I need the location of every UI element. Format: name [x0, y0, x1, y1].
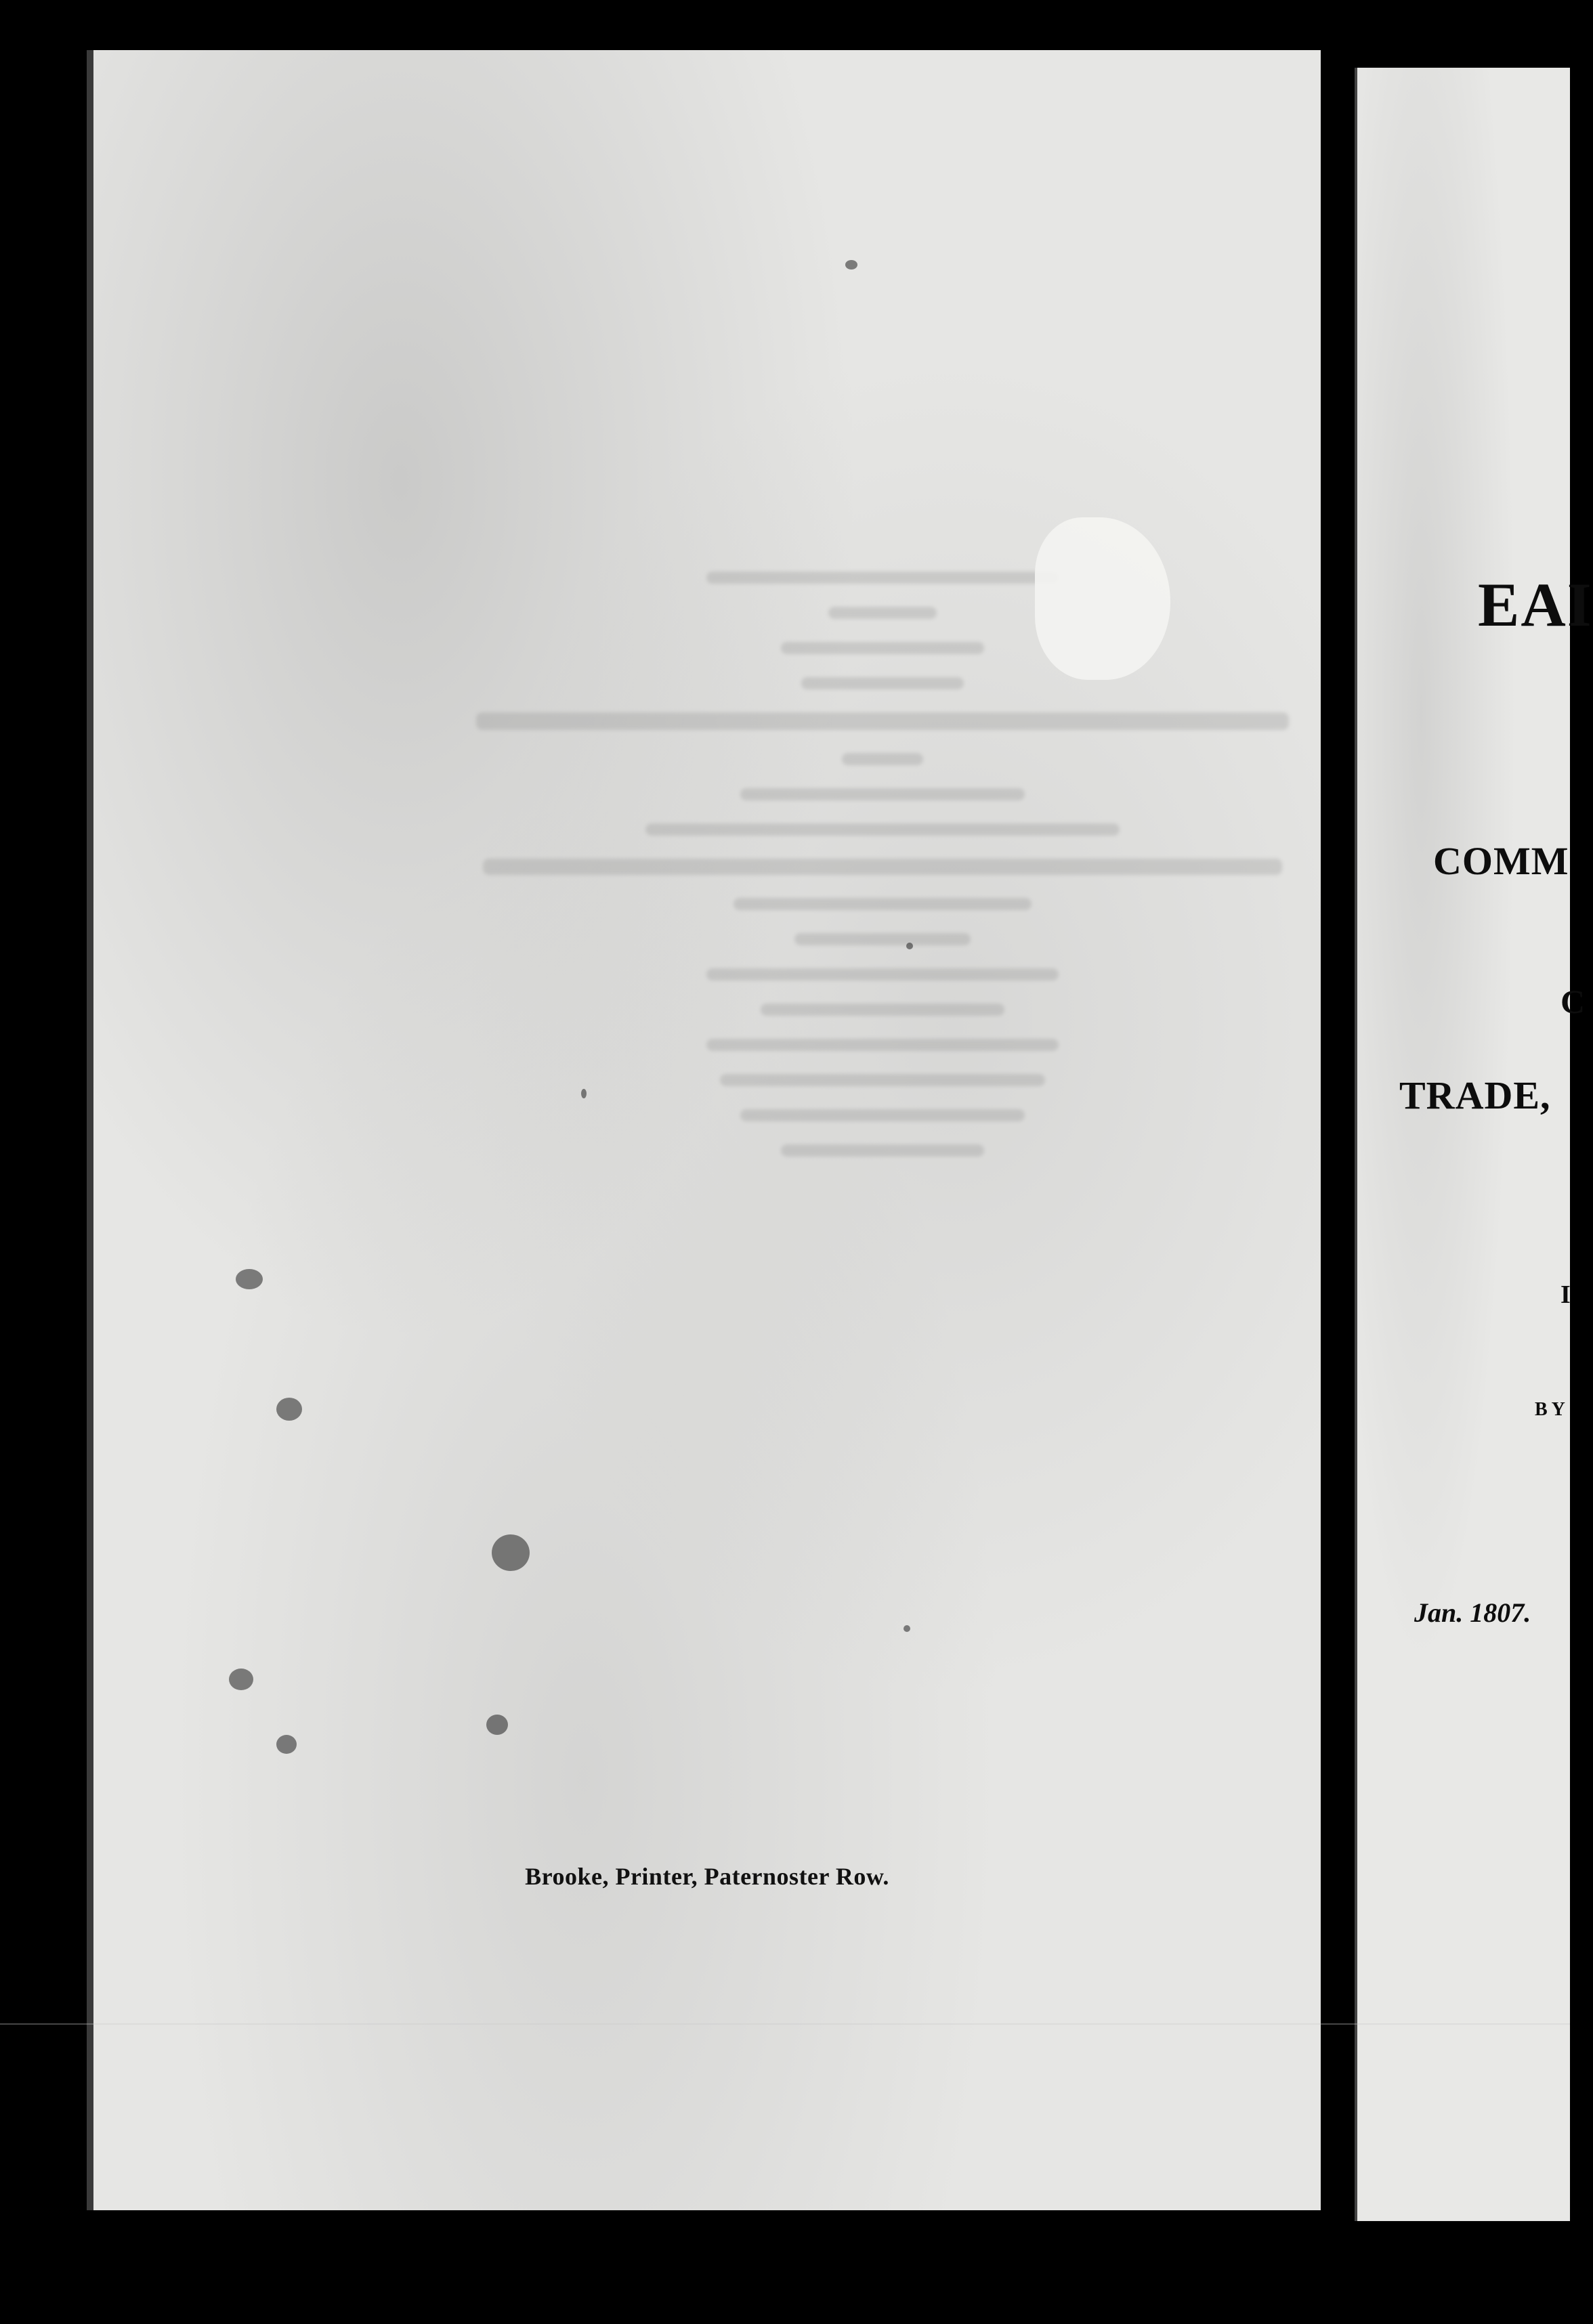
author-by-line: BY [1535, 1399, 1569, 1420]
right-page-title [1355, 68, 1593, 2221]
ink-speck [236, 1269, 263, 1289]
ink-speck [906, 943, 913, 949]
printer-imprint: Brooke, Printer, Paternoster Row. [525, 1863, 889, 1890]
page-gutter [1321, 41, 1355, 2235]
ink-speck [845, 260, 857, 270]
title-line-5: I [1560, 1281, 1571, 1309]
title-line-2: COMM [1433, 839, 1569, 883]
ink-speck [229, 1669, 253, 1690]
ink-speck [904, 1625, 910, 1632]
title-line-4: TRADE, [1399, 1073, 1551, 1117]
ink-speck [492, 1534, 530, 1571]
bleed-through-ghost-text [452, 572, 1313, 1682]
title-line-3: C [1560, 983, 1586, 1020]
ink-speck [581, 1089, 587, 1098]
scan-artifact-line [0, 2023, 1570, 2025]
left-page [87, 50, 1321, 2210]
paper-tear [1035, 517, 1170, 680]
ink-speck [276, 1398, 302, 1421]
title-line-1: EAI [1478, 570, 1593, 639]
ink-speck [486, 1715, 508, 1735]
ink-speck [276, 1735, 297, 1754]
publication-date: Jan. 1807. [1414, 1597, 1531, 1628]
